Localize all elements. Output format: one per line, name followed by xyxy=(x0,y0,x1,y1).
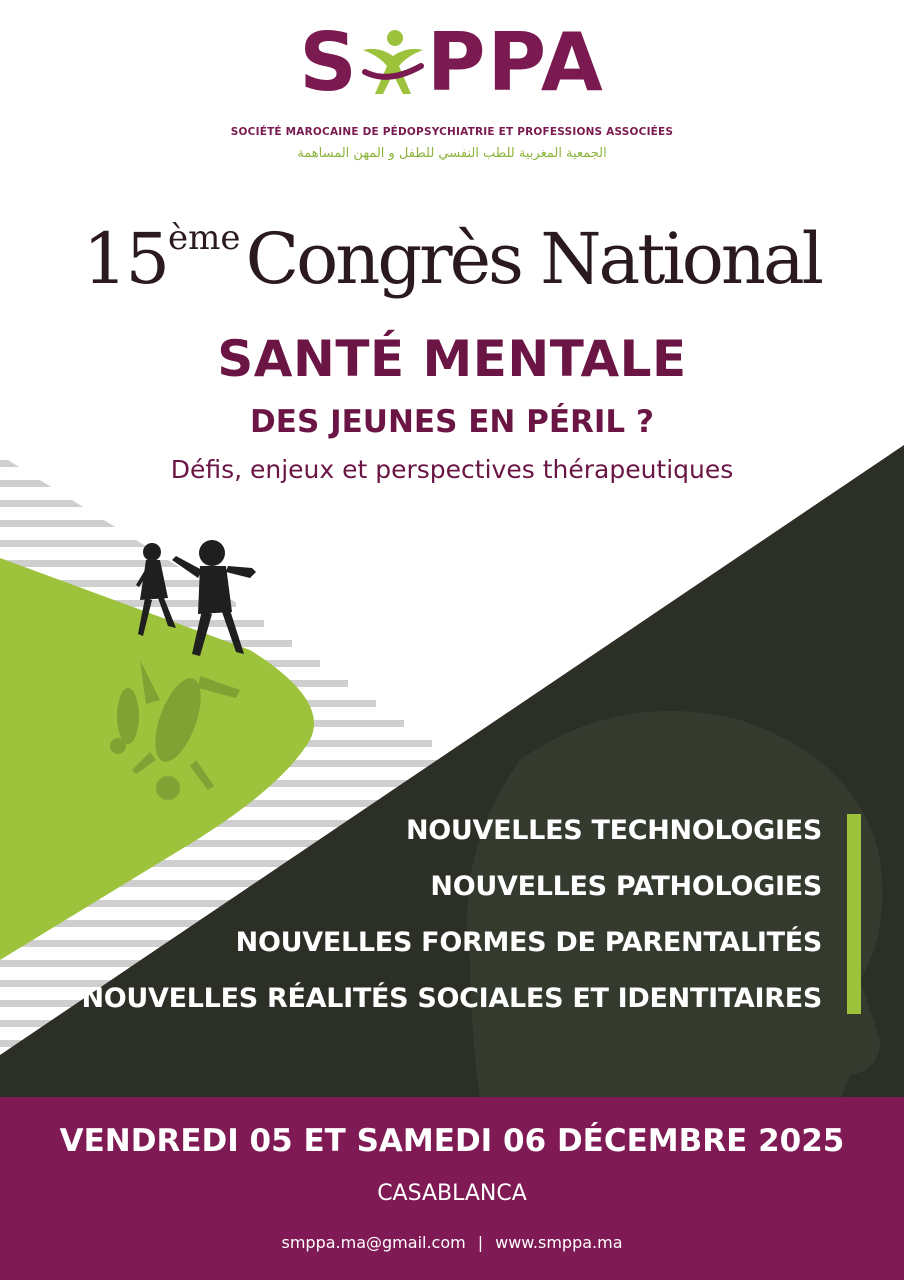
theme-subtitle: Défis, enjeux et perspectives thérapeutiques xyxy=(170,455,734,484)
topics-list xyxy=(81,808,822,1032)
event-city: CASABLANCA xyxy=(377,1181,527,1206)
event-dates: VENDREDI 05 ET SAMEDI 06 DÉCEMBRE 2025 xyxy=(59,1123,845,1159)
logo-wordmark xyxy=(299,18,604,108)
congress-number: 15 xyxy=(82,218,168,300)
contact-separator: | xyxy=(477,1233,484,1252)
congress-title-text: Congrès National xyxy=(245,218,822,300)
stair-stripe xyxy=(0,500,96,507)
stair-stripe xyxy=(0,520,124,527)
logo-letters-ppa: PPA xyxy=(426,16,605,109)
congress-title xyxy=(0,188,904,328)
person-star-icon xyxy=(359,26,427,96)
logo-letter-s: S xyxy=(299,16,359,109)
stair-stripe xyxy=(0,540,152,547)
congress-superscript: ème xyxy=(167,218,241,258)
event-footer xyxy=(0,1097,904,1280)
contact-email[interactable]: smppa.ma@gmail.com xyxy=(281,1233,466,1252)
contact-website[interactable]: www.smppa.ma xyxy=(495,1233,623,1252)
topic-item: NOUVELLES RÉALITÉS SOCIALES ET IDENTITAIRES xyxy=(81,983,822,1014)
topic-item: NOUVELLES TECHNOLOGIES xyxy=(405,815,822,846)
smppa-logo xyxy=(0,18,904,108)
topic-item: NOUVELLES FORMES DE PARENTALITÉS xyxy=(235,927,822,958)
org-name-arabic: الجمعية المغربية للطب النفسي للطفل و المهن المساهمة xyxy=(297,146,607,161)
topics-accent-bar xyxy=(847,814,861,1014)
theme-headline: SANTÉ MENTALE xyxy=(217,330,687,388)
theme-subheadline: DES JEUNES EN PÉRIL ? xyxy=(250,404,654,440)
contact-line xyxy=(0,1233,904,1252)
topic-item: NOUVELLES PATHOLOGIES xyxy=(430,871,822,902)
org-name-french: SOCIÉTÉ MAROCAINE DE PÉDOPSYCHIATRIE ET PROFESSIONS ASSOCIÉES xyxy=(230,126,674,138)
